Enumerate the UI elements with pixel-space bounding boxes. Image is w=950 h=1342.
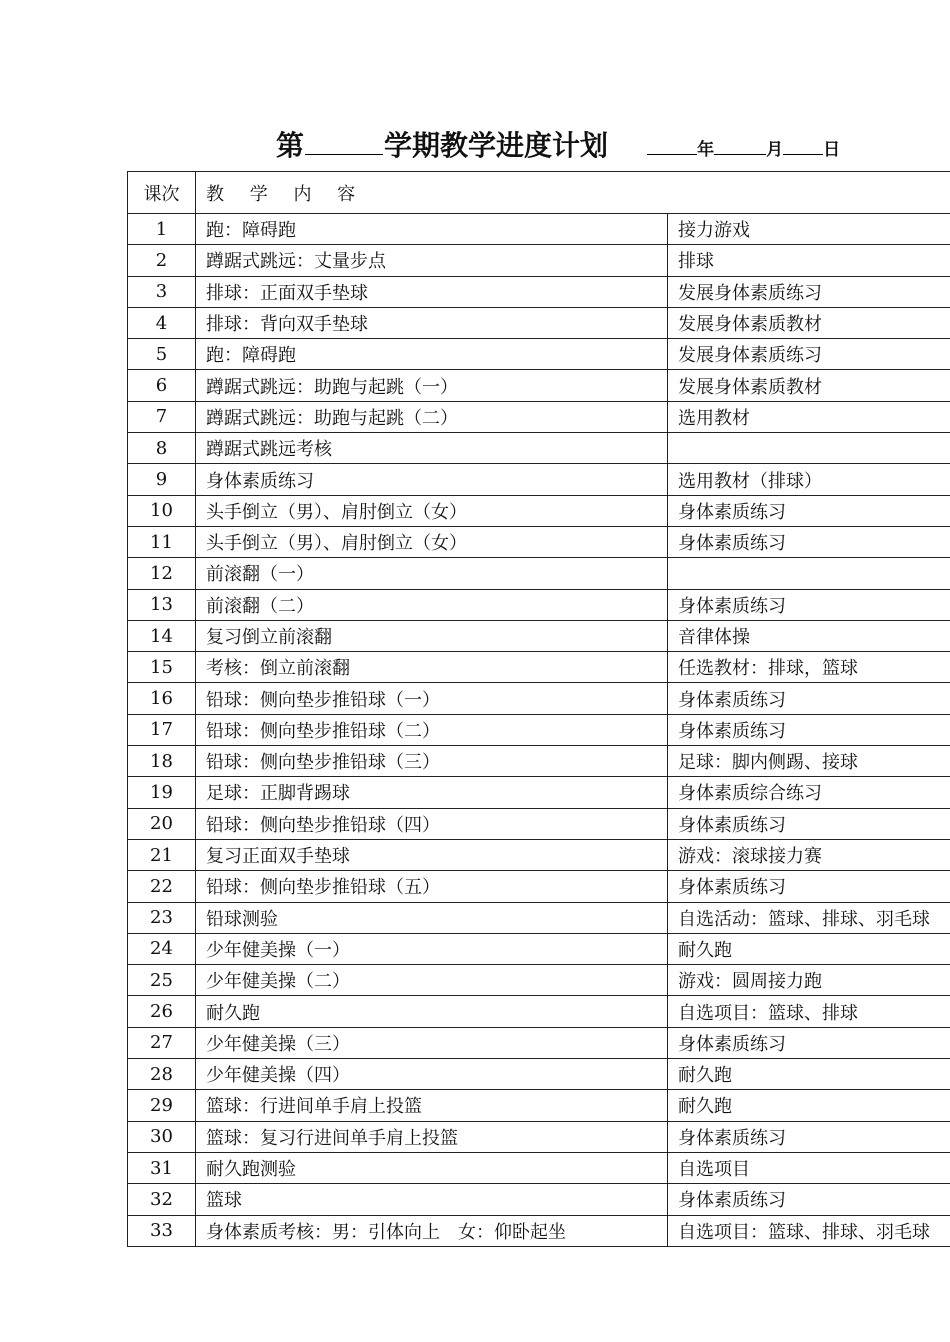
table-row: [128, 401, 950, 432]
semester-blank[interactable]: [305, 153, 383, 155]
secondary-content-cell: 身体素质练习: [668, 1121, 950, 1152]
lesson-number-cell: 17: [128, 714, 196, 745]
secondary-content-cell: 身体素质练习: [668, 683, 950, 714]
lesson-number-cell: 11: [128, 526, 196, 557]
table-row: [128, 1027, 950, 1058]
lesson-number-cell: 25: [128, 965, 196, 996]
main-content-cell: 铅球测验: [196, 902, 668, 933]
table-row: [128, 1059, 950, 1090]
secondary-content-cell: 排球: [668, 245, 950, 276]
secondary-content-cell: 身体素质练习: [668, 1184, 950, 1215]
table-row: [128, 1152, 950, 1183]
secondary-content-cell: 身体素质练习: [668, 808, 950, 839]
table-row: [128, 965, 950, 996]
secondary-content-cell: 耐久跑: [668, 1090, 950, 1121]
main-content-cell: 跑：障碍跑: [196, 339, 668, 370]
secondary-content-cell: 身体素质练习: [668, 871, 950, 902]
table-row: [128, 307, 950, 338]
table-row: [128, 526, 950, 557]
secondary-content-cell: 自选项目：篮球、排球、羽毛球: [668, 1215, 950, 1246]
schedule-table-body: [128, 172, 950, 1247]
secondary-content-cell: 发展身体素质练习: [668, 339, 950, 370]
schedule-table: [127, 171, 950, 1247]
lesson-number-cell: 6: [128, 370, 196, 401]
main-content-cell: 耐久跑: [196, 996, 668, 1027]
main-content-cell: 少年健美操（三）: [196, 1027, 668, 1058]
lesson-number-cell: 8: [128, 433, 196, 464]
lesson-number-cell: 26: [128, 996, 196, 1027]
main-content-cell: 少年健美操（一）: [196, 933, 668, 964]
table-row: [128, 996, 950, 1027]
main-content-cell: 少年健美操（二）: [196, 965, 668, 996]
main-content-cell: 铅球：侧向垫步推铅球（一）: [196, 683, 668, 714]
main-content-cell: 前滚翻（一）: [196, 558, 668, 589]
lesson-number-cell: 22: [128, 871, 196, 902]
main-content-cell: 考核：倒立前滚翻: [196, 652, 668, 683]
table-row: [128, 746, 950, 777]
lesson-number-cell: 30: [128, 1121, 196, 1152]
main-content-cell: 头手倒立（男）、肩肘倒立（女）: [196, 495, 668, 526]
table-row: [128, 558, 950, 589]
lesson-number-cell: 21: [128, 839, 196, 870]
table-row: [128, 464, 950, 495]
main-content-cell: 排球：正面双手垫球: [196, 276, 668, 307]
secondary-content-cell: 足球：脚内侧踢、接球: [668, 746, 950, 777]
secondary-content-cell: 身体素质练习: [668, 714, 950, 745]
table-row: [128, 902, 950, 933]
lesson-number-cell: 16: [128, 683, 196, 714]
secondary-content-cell: 发展身体素质教材: [668, 307, 950, 338]
header-teaching-content: 教 学 内 容: [196, 172, 950, 214]
table-row: [128, 214, 950, 245]
main-content-cell: 少年健美操（四）: [196, 1059, 668, 1090]
table-row: [128, 589, 950, 620]
secondary-content-cell: 游戏：滚球接力赛: [668, 839, 950, 870]
table-row: [128, 370, 950, 401]
table-row: [128, 808, 950, 839]
table-row: [128, 683, 950, 714]
main-content-cell: 篮球: [196, 1184, 668, 1215]
secondary-content-cell: 选用教材: [668, 401, 950, 432]
secondary-content-cell: 身体素质练习: [668, 589, 950, 620]
main-content-cell: 排球：背向双手垫球: [196, 307, 668, 338]
table-row: [128, 1121, 950, 1152]
lesson-number-cell: 20: [128, 808, 196, 839]
table-row: [128, 777, 950, 808]
header-lesson-number: 课次: [128, 172, 196, 214]
lesson-number-cell: 15: [128, 652, 196, 683]
lesson-number-cell: 19: [128, 777, 196, 808]
lesson-number-cell: 31: [128, 1152, 196, 1183]
table-row: [128, 714, 950, 745]
main-content-cell: 铅球：侧向垫步推铅球（三）: [196, 746, 668, 777]
main-content-cell: 篮球：行进间单手肩上投篮: [196, 1090, 668, 1121]
year-blank[interactable]: [647, 153, 697, 155]
table-row: [128, 933, 950, 964]
lesson-number-cell: 24: [128, 933, 196, 964]
secondary-content-cell: 接力游戏: [668, 214, 950, 245]
lesson-number-cell: 33: [128, 1215, 196, 1246]
lesson-number-cell: 10: [128, 495, 196, 526]
secondary-content-cell: 发展身体素质教材: [668, 370, 950, 401]
main-content-cell: 身体素质考核：男：引体向上 女：仰卧起坐: [196, 1215, 668, 1246]
main-content-cell: 复习正面双手垫球: [196, 839, 668, 870]
secondary-content-cell: 自选项目：篮球、排球: [668, 996, 950, 1027]
secondary-content-cell: 音律体操: [668, 620, 950, 651]
secondary-content-cell: 耐久跑: [668, 1059, 950, 1090]
secondary-content-cell: 选用教材（排球）: [668, 464, 950, 495]
secondary-content-cell: 发展身体素质练习: [668, 276, 950, 307]
title-prefix: 第: [276, 129, 305, 162]
main-content-cell: 前滚翻（二）: [196, 589, 668, 620]
table-row: [128, 652, 950, 683]
main-content-cell: 铅球：侧向垫步推铅球（二）: [196, 714, 668, 745]
table-row: [128, 1090, 950, 1121]
month-label: 月: [766, 140, 784, 160]
lesson-number-cell: 32: [128, 1184, 196, 1215]
secondary-content-cell: 自选活动：篮球、排球、羽毛球: [668, 902, 950, 933]
secondary-content-cell: 自选项目: [668, 1152, 950, 1183]
main-content-cell: 身体素质练习: [196, 464, 668, 495]
table-row: [128, 871, 950, 902]
lesson-number-cell: 14: [128, 620, 196, 651]
year-label: 年: [697, 140, 715, 160]
lesson-number-cell: 23: [128, 902, 196, 933]
day-blank[interactable]: [783, 153, 823, 155]
table-row: [128, 839, 950, 870]
lesson-number-cell: 28: [128, 1059, 196, 1090]
main-content-cell: 铅球：侧向垫步推铅球（五）: [196, 871, 668, 902]
lesson-number-cell: 29: [128, 1090, 196, 1121]
main-content-cell: 足球：正脚背踢球: [196, 777, 668, 808]
table-row: [128, 433, 950, 464]
secondary-content-cell: [668, 558, 950, 589]
secondary-content-cell: 身体素质综合练习: [668, 777, 950, 808]
secondary-content-cell: 身体素质练习: [668, 1027, 950, 1058]
table-row: [128, 1215, 950, 1246]
secondary-content-cell: 任选教材：排球，篮球: [668, 652, 950, 683]
main-content-cell: 篮球：复习行进间单手肩上投篮: [196, 1121, 668, 1152]
lesson-number-cell: 27: [128, 1027, 196, 1058]
secondary-content-cell: [668, 433, 950, 464]
table-row: [128, 245, 950, 276]
secondary-content-cell: 游戏：圆周接力跑: [668, 965, 950, 996]
lesson-number-cell: 7: [128, 401, 196, 432]
main-content-cell: 头手倒立（男）、肩肘倒立（女）: [196, 526, 668, 557]
main-content-cell: 耐久跑测验: [196, 1152, 668, 1183]
lesson-number-cell: 18: [128, 746, 196, 777]
main-content-cell: 蹲踞式跳远：助跑与起跳（二）: [196, 401, 668, 432]
secondary-content-cell: 身体素质练习: [668, 526, 950, 557]
lesson-number-cell: 12: [128, 558, 196, 589]
table-row: [128, 339, 950, 370]
lesson-number-cell: 5: [128, 339, 196, 370]
table-row: [128, 1184, 950, 1215]
main-content-cell: 蹲踞式跳远：助跑与起跳（一）: [196, 370, 668, 401]
lesson-number-cell: 4: [128, 307, 196, 338]
day-label: 日: [823, 140, 841, 160]
lesson-number-cell: 13: [128, 589, 196, 620]
lesson-number-cell: 3: [128, 276, 196, 307]
lesson-number-cell: 2: [128, 245, 196, 276]
page-title: [276, 124, 936, 168]
table-row: [128, 620, 950, 651]
title-text: 学期教学进度计划: [384, 129, 609, 162]
table-row: [128, 276, 950, 307]
lesson-number-cell: 1: [128, 214, 196, 245]
lesson-number-cell: 9: [128, 464, 196, 495]
table-header-row: [128, 172, 950, 214]
main-content-cell: 蹲踞式跳远：丈量步点: [196, 245, 668, 276]
secondary-content-cell: 耐久跑: [668, 933, 950, 964]
main-content-cell: 蹲踞式跳远考核: [196, 433, 668, 464]
month-blank[interactable]: [714, 153, 766, 155]
secondary-content-cell: 身体素质练习: [668, 495, 950, 526]
main-content-cell: 复习倒立前滚翻: [196, 620, 668, 651]
main-content-cell: 铅球：侧向垫步推铅球（四）: [196, 808, 668, 839]
main-content-cell: 跑：障碍跑: [196, 214, 668, 245]
table-row: [128, 495, 950, 526]
